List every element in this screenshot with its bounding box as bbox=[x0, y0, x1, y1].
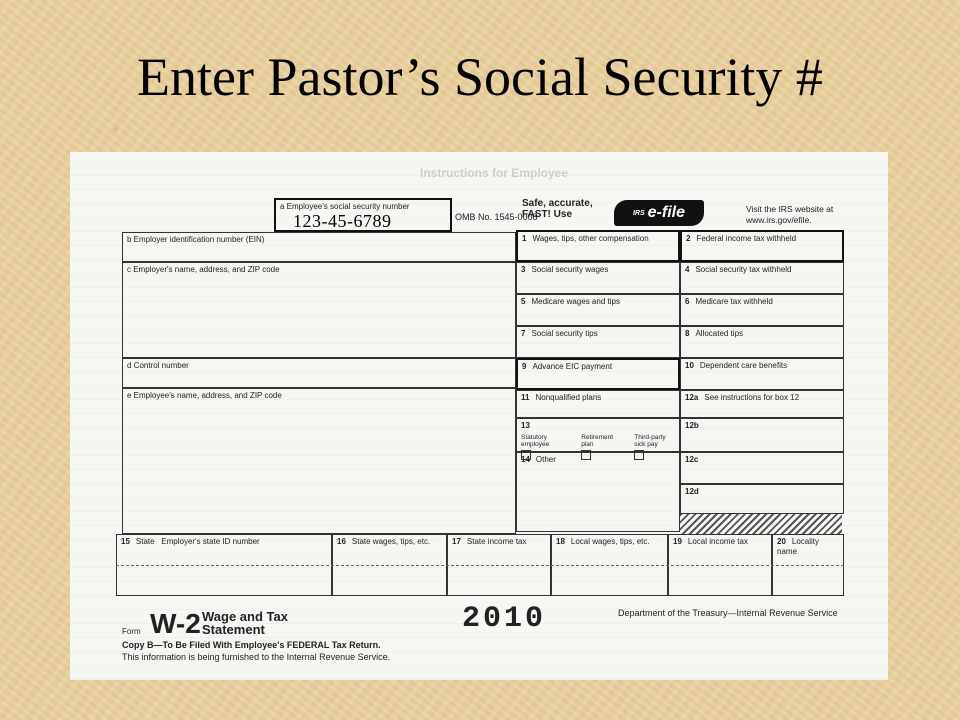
box-e-employee[interactable] bbox=[122, 388, 516, 534]
visit-text: Visit the IRS website at www.irs.gov/efile. bbox=[746, 204, 834, 225]
box-2-label: Federal income tax withheld bbox=[696, 234, 797, 243]
box-11-number: 11 bbox=[521, 393, 530, 402]
box-8-label: Allocated tips bbox=[695, 329, 744, 338]
box-15-label: State bbox=[135, 537, 155, 546]
box-9-label: Advance EIC payment bbox=[532, 362, 613, 371]
box-18-label: Local wages, tips, etc. bbox=[570, 537, 650, 546]
box-15-number: 15 bbox=[121, 537, 130, 546]
footer-form-label: Form bbox=[122, 627, 141, 636]
box-12a[interactable] bbox=[680, 390, 844, 418]
box-e-label: e Employee's name, address, and ZIP code bbox=[127, 391, 282, 400]
box-a-label: a Employee's social security number bbox=[280, 202, 410, 211]
box-10-number: 10 bbox=[685, 361, 694, 370]
background-heading: Instructions for Employee bbox=[420, 166, 569, 180]
footer-wage-tax: Wage and Tax Statement bbox=[202, 609, 288, 637]
slide-title: Enter Pastor’s Social Security # bbox=[137, 47, 823, 107]
box-1-label: Wages, tips, other compensation bbox=[532, 234, 649, 243]
checkbox-third-party[interactable]: Third-party sick pay bbox=[634, 434, 675, 460]
w2-form-image bbox=[70, 152, 888, 680]
box-12c[interactable] bbox=[680, 452, 844, 484]
checkbox-statutory[interactable]: Statutory employee bbox=[521, 434, 561, 460]
box-18-number: 18 bbox=[556, 537, 565, 546]
box-16-label: State wages, tips, etc. bbox=[351, 537, 431, 546]
box-10-label: Dependent care benefits bbox=[699, 361, 788, 370]
box-12d[interactable] bbox=[680, 484, 844, 514]
hatched-area bbox=[680, 514, 842, 534]
box-c-label: c Employer's name, address, and ZIP code bbox=[127, 265, 280, 274]
box-7-label: Social security tips bbox=[531, 329, 598, 338]
box-5-label: Medicare wages and tips bbox=[531, 297, 620, 306]
footer-info: This information is being furnished to the Internal Revenue Service. bbox=[122, 652, 391, 662]
box-19-label: Local income tax bbox=[687, 537, 748, 546]
box-8-allocated-tips[interactable] bbox=[680, 326, 844, 358]
box-11-label: Nonqualified plans bbox=[535, 393, 602, 402]
box-5-number: 5 bbox=[521, 297, 526, 306]
box-12c-number: 12c bbox=[685, 455, 699, 464]
box-5-medicare-wages[interactable] bbox=[516, 294, 680, 326]
box-7-number: 7 bbox=[521, 329, 526, 338]
box-9-advance-eic[interactable] bbox=[516, 358, 680, 390]
box-2-federal-tax[interactable] bbox=[680, 230, 844, 262]
box-8-number: 8 bbox=[685, 329, 690, 338]
box-12d-number: 12d bbox=[685, 487, 699, 496]
footer-w2-title: W-2 bbox=[150, 608, 201, 639]
box-1-number: 1 bbox=[522, 234, 527, 243]
box-2-number: 2 bbox=[686, 234, 691, 243]
box-15-state-id-label: Employer's state ID number bbox=[161, 537, 260, 546]
box-4-label: Social security tax withheld bbox=[695, 265, 792, 274]
box-7-ss-tips[interactable] bbox=[516, 326, 680, 358]
footer-year: 2010 bbox=[462, 602, 547, 636]
checkbox-retirement[interactable]: Retirement plan bbox=[581, 434, 614, 460]
footer-copy-b: Copy B—To Be Filed With Employee's FEDERAL Tax Return. bbox=[122, 640, 381, 650]
efile-text: e-file bbox=[647, 204, 685, 221]
box-6-medicare-tax[interactable] bbox=[680, 294, 844, 326]
box-1-wages[interactable] bbox=[516, 230, 680, 262]
box-20-label: Locality name bbox=[777, 537, 820, 556]
box-13-number: 13 bbox=[521, 421, 530, 430]
box-6-number: 6 bbox=[685, 297, 690, 306]
footer-department: Department of the Treasury—Internal Revenue Service bbox=[618, 608, 838, 618]
box-11-nonqualified[interactable] bbox=[516, 390, 680, 418]
box-4-number: 4 bbox=[685, 265, 690, 274]
state-row-divider bbox=[116, 565, 844, 566]
box-3-number: 3 bbox=[521, 265, 526, 274]
efile-irs: IRS bbox=[632, 209, 645, 217]
box-4-ss-tax[interactable] bbox=[680, 262, 844, 294]
box-c-employer[interactable] bbox=[122, 262, 516, 358]
box-20-number: 20 bbox=[777, 537, 786, 546]
omb-number: OMB No. 1545-0008 bbox=[455, 212, 538, 222]
efile-logo bbox=[614, 200, 704, 226]
box-10-dependent-care[interactable] bbox=[680, 358, 844, 390]
box-d-control[interactable] bbox=[122, 358, 516, 388]
box-12b[interactable] bbox=[680, 418, 844, 452]
box-d-label: d Control number bbox=[127, 361, 189, 370]
box-16-number: 16 bbox=[337, 537, 346, 546]
box-b-label: b Employer identification number (EIN) bbox=[127, 235, 265, 244]
box-14-number: 14 bbox=[521, 455, 530, 464]
box-14-other[interactable] bbox=[516, 452, 680, 532]
box-19-number: 19 bbox=[673, 537, 682, 546]
box-17-label: State income tax bbox=[466, 537, 527, 546]
box-9-number: 9 bbox=[522, 362, 527, 371]
box-12a-label: See instructions for box 12 bbox=[704, 393, 800, 402]
box-12a-number: 12a bbox=[685, 393, 699, 402]
safe-text: Safe, accurate, FAST! Use bbox=[522, 198, 593, 220]
box-17-number: 17 bbox=[452, 537, 461, 546]
box-12b-number: 12b bbox=[685, 421, 699, 430]
box-3-label: Social security wages bbox=[531, 265, 609, 274]
box-14-label: Other bbox=[535, 455, 556, 464]
box-3-ss-wages[interactable] bbox=[516, 262, 680, 294]
box-6-label: Medicare tax withheld bbox=[695, 297, 773, 306]
ssn-value: 123-45-6789 bbox=[293, 211, 392, 231]
box-13-checkboxes[interactable] bbox=[516, 418, 680, 452]
box-b-ein[interactable] bbox=[122, 232, 516, 262]
